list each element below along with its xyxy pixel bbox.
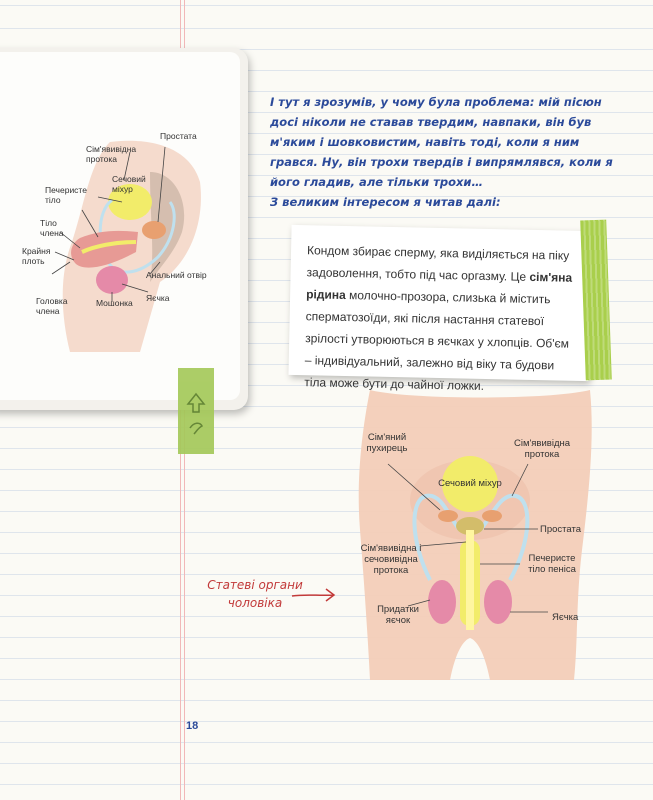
diagram-caption: Статеві органи чоловіка bbox=[207, 578, 303, 610]
small-label-penis-body: Тіло члена bbox=[40, 218, 64, 238]
arrow-right-icon bbox=[290, 586, 338, 604]
label-testicles: Яєчка bbox=[552, 612, 579, 623]
label-epididymis: Придатки яєчок bbox=[377, 604, 419, 626]
page-number: 18 bbox=[186, 720, 199, 732]
small-label-anus: Анальний отвір bbox=[146, 270, 207, 280]
handwritten-paragraph-2: З великим інтересом я читав далі: bbox=[270, 195, 501, 209]
small-label-foreskin: Крайня плоть bbox=[22, 246, 51, 266]
note-text-after: молочно-прозора, слизька й містить сперматозоїди, які після настання статевої зрілості утворюються в яєчках у хлопців. Об'єм – індивідуальний, залежно від віку та будови тіла може бути до чайної ложки. bbox=[304, 288, 570, 393]
note-text-before: Кондом збирає сперму, яка виділяється на піку задоволення, тобто під час оргазму. Це bbox=[306, 243, 570, 284]
label-ejaculatory-duct: Сім'явивідна і сечовивідна протока bbox=[360, 543, 422, 576]
arrow-up-icon bbox=[178, 368, 214, 454]
handwritten-paragraph-1: І тут я зрозумів, у чому була проблема: мій пісюн досі ніколи не ставав твердим, навпаки, він був м'яким і шовковистим, навіть тоді, коли я ним грався. Ну, він трохи твердів і випрямлявся, коли я його гладив, але тільки трохи… bbox=[270, 95, 613, 189]
bookmark-tab bbox=[178, 368, 214, 454]
handwritten-text bbox=[270, 92, 620, 212]
label-corpus-cavernosum: Печеристе тіло пеніса bbox=[528, 553, 576, 575]
small-label-corpus-cavernosum: Печеристе тіло bbox=[45, 185, 87, 205]
small-label-testicles: Яєчка bbox=[146, 293, 170, 303]
small-label-prostate: Простата bbox=[160, 131, 197, 141]
green-tape bbox=[580, 220, 612, 381]
small-label-scrotum: Мошонка bbox=[96, 298, 133, 308]
note-card bbox=[288, 225, 591, 393]
small-anatomy-diagram bbox=[0, 52, 240, 402]
small-label-glans: Головка члена bbox=[36, 296, 68, 316]
small-label-bladder: Сечовий міхур bbox=[112, 174, 146, 194]
notebook-page bbox=[0, 52, 240, 400]
note-bold-term: сім'яна рідина bbox=[306, 269, 573, 303]
label-bladder: Сечовий міхур bbox=[438, 478, 502, 489]
large-anatomy-diagram bbox=[350, 380, 650, 680]
label-prostate: Простата bbox=[540, 524, 581, 535]
label-seminal-vesicle: Сім'яний пухирець bbox=[366, 432, 408, 454]
label-seminal-duct: Сім'явивідна протока bbox=[513, 438, 571, 460]
notebook bbox=[0, 48, 248, 410]
small-label-seminal-duct: Сім'явивідна протока bbox=[86, 144, 137, 164]
note-card-text bbox=[304, 239, 575, 399]
